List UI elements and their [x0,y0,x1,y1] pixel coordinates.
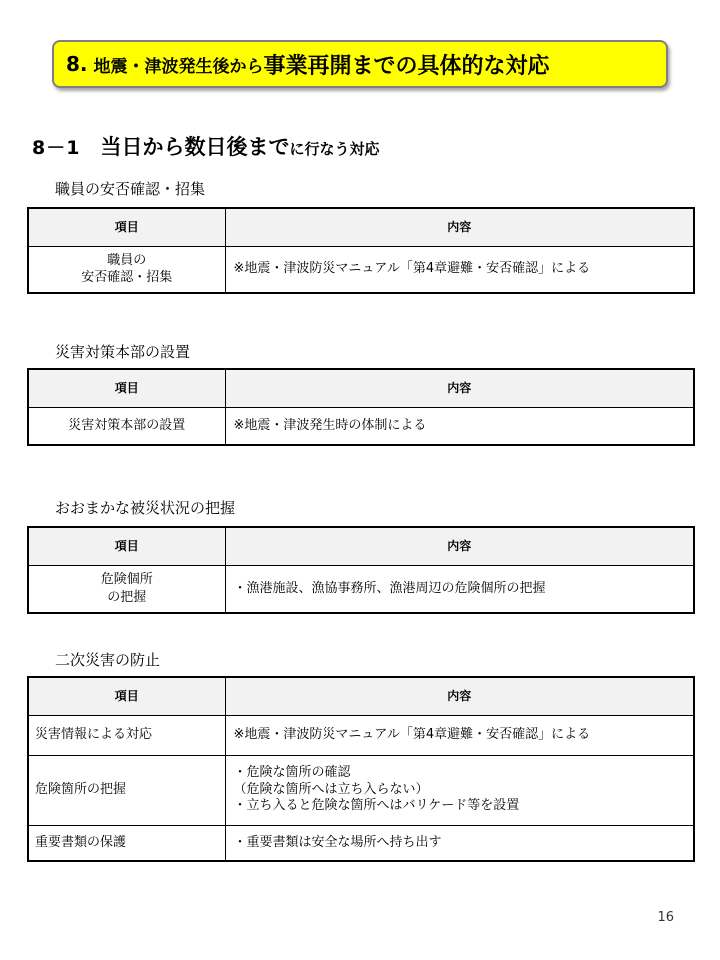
section-heading [32,131,379,161]
row-content: ※地震・津波発生時の体制による [225,407,694,445]
section-title-part2: に行なう対応 [289,140,380,158]
table-hq-setup [27,368,695,446]
chapter-title-part1: 地震・津波発生後から [93,56,264,77]
header-item: 項目 [28,677,225,715]
page-number: 16 [657,910,674,925]
table-header-row [28,677,694,715]
row-item: 重要書類の保護 [28,825,225,861]
chapter-title-banner [52,40,668,88]
row-content: ・危険な箇所の確認 （危険な箇所へは立ち入らない） ・立ち入ると危険な箇所へはバリケード等を設置 [225,755,694,825]
chapter-number: 8. [66,52,88,76]
subsection-label: 災害対策本部の設置 [55,343,191,361]
row-content: ※地震・津波防災マニュアル「第4章避難・安否確認」による [225,246,694,293]
section-title-part1: 当日から数日後まで [100,135,290,159]
row-item: 災害対策本部の設置 [28,407,225,445]
header-item: 項目 [28,369,225,407]
table-row [28,825,694,861]
table-row [28,407,694,445]
header-content: 内容 [225,677,694,715]
header-content: 内容 [225,369,694,407]
table-row [28,565,694,613]
header-content: 内容 [225,527,694,565]
table-header-row [28,208,694,246]
header-item: 項目 [28,527,225,565]
table-header-row [28,527,694,565]
table-damage-overview [27,526,695,614]
row-item: 危険箇所の把握 [28,755,225,825]
table-row [28,755,694,825]
row-item: 危険個所 の把握 [28,565,225,613]
table-row [28,715,694,755]
section-number: 8－1 [32,137,81,159]
row-content: ・漁港施設、漁協事務所、漁港周辺の危険個所の把握 [225,565,694,613]
row-content: ・重要書類は安全な場所へ持ち出す [225,825,694,861]
table-safety-check [27,207,695,294]
table-row [28,246,694,293]
row-item: 職員の 安否確認・招集 [28,246,225,293]
table-secondary-disaster [27,676,695,862]
subsection-label: 職員の安否確認・招集 [55,180,206,198]
subsection-label: 二次災害の防止 [55,651,161,669]
table-header-row [28,369,694,407]
header-content: 内容 [225,208,694,246]
subsection-label: おおまかな被災状況の把握 [55,499,236,517]
chapter-title-part2: 事業再開までの具体的な対応 [263,53,550,79]
row-content: ※地震・津波防災マニュアル「第4章避難・安否確認」による [225,715,694,755]
row-item: 災害情報による対応 [28,715,225,755]
header-item: 項目 [28,208,225,246]
